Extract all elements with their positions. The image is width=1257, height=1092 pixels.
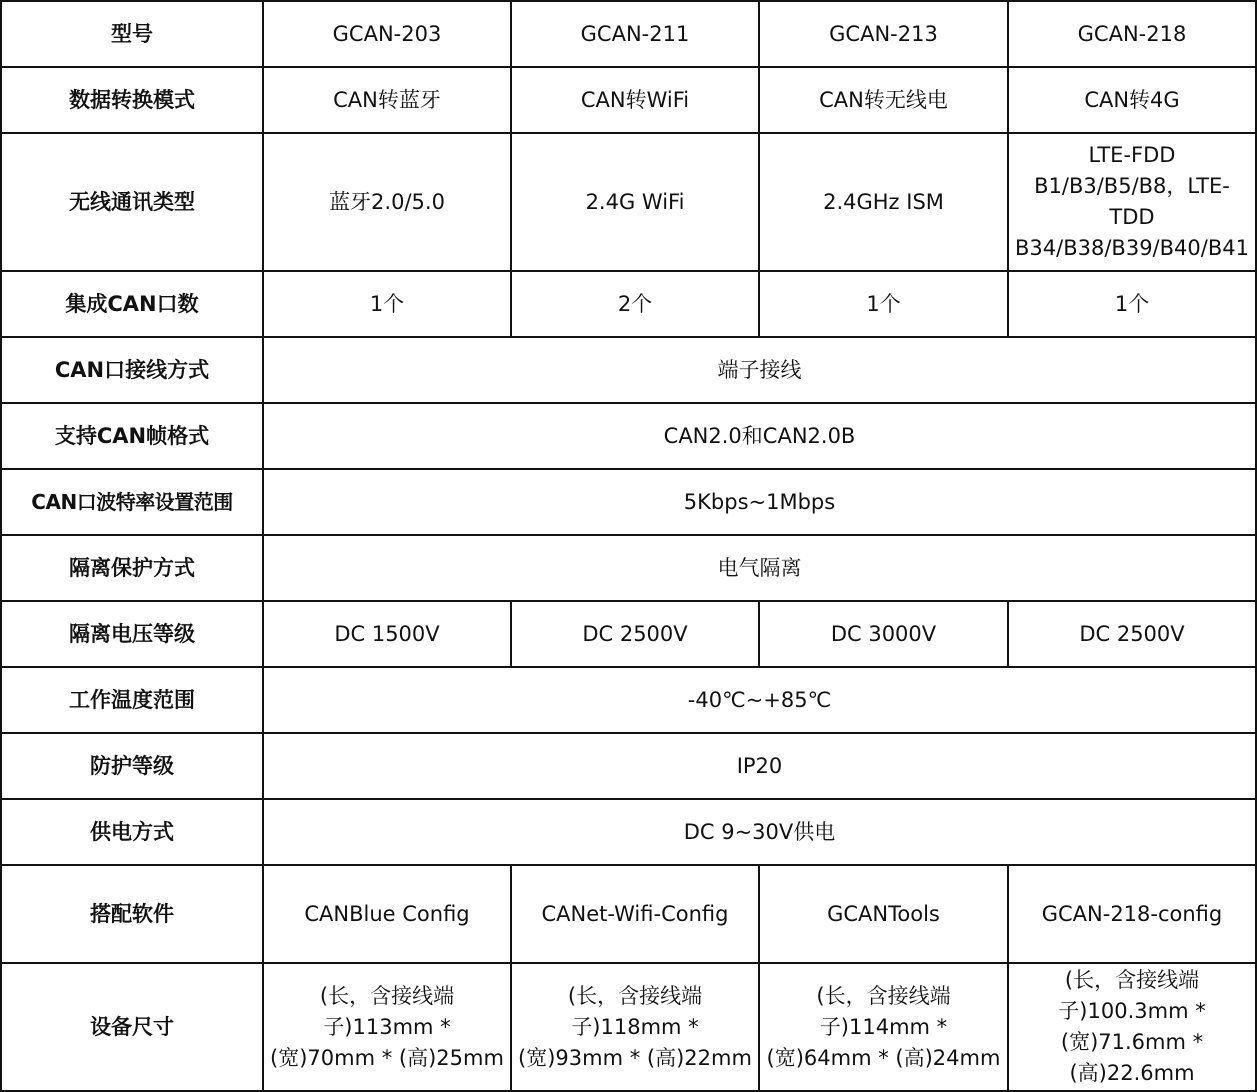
table-row-dimensions bbox=[1, 963, 1256, 1091]
table-cell: 2.4G WiFi bbox=[511, 133, 759, 271]
table-cell-merged: DC 9~30V供电 bbox=[263, 799, 1256, 865]
row-label-isolation-voltage: 隔离电压等级 bbox=[1, 601, 263, 667]
table-cell-merged: 电气隔离 bbox=[263, 535, 1256, 601]
row-label-temperature: 工作温度范围 bbox=[1, 667, 263, 733]
table-cell: CAN转无线电 bbox=[759, 67, 1008, 133]
table-cell: 1个 bbox=[263, 271, 511, 337]
table-row-conversion-mode bbox=[1, 67, 1256, 133]
table-cell: CANBlue Config bbox=[263, 865, 511, 963]
model-cell-gcan-211: GCAN-211 bbox=[511, 1, 759, 67]
table-cell: (长，含接线端子)114mm * (宽)64mm * (高)24mm bbox=[759, 963, 1008, 1091]
row-label-power-supply: 供电方式 bbox=[1, 799, 263, 865]
table-row-wireless-type bbox=[1, 133, 1256, 271]
table-row-baud-rate bbox=[1, 469, 1256, 535]
table-cell-merged: CAN2.0和CAN2.0B bbox=[263, 403, 1256, 469]
table-cell-merged: IP20 bbox=[263, 733, 1256, 799]
table-cell: DC 2500V bbox=[511, 601, 759, 667]
table-row-protection-rating bbox=[1, 733, 1256, 799]
table-cell: (长，含接线端子)113mm * (宽)70mm * (高)25mm bbox=[263, 963, 511, 1091]
row-label-baud-rate: CAN口波特率设置范围 bbox=[1, 469, 263, 535]
row-label-can-port-count: 集成CAN口数 bbox=[1, 271, 263, 337]
table-cell: GCAN-218-config bbox=[1008, 865, 1256, 963]
table-row-wiring bbox=[1, 337, 1256, 403]
table-cell: LTE-FDD B1/B3/B5/B8，LTE-TDD B34/B38/B39/B40/B41 bbox=[1008, 133, 1256, 271]
table-cell-merged: 端子接线 bbox=[263, 337, 1256, 403]
row-label-dimensions: 设备尺寸 bbox=[1, 963, 263, 1091]
table-cell: CAN转4G bbox=[1008, 67, 1256, 133]
table-cell: CAN转蓝牙 bbox=[263, 67, 511, 133]
table-cell: DC 2500V bbox=[1008, 601, 1256, 667]
table-cell: DC 3000V bbox=[759, 601, 1008, 667]
model-cell-gcan-218: GCAN-218 bbox=[1008, 1, 1256, 67]
table-cell: (长，含接线端子)100.3mm * (宽)71.6mm * (高)22.6mm bbox=[1008, 963, 1256, 1091]
table-cell: 1个 bbox=[759, 271, 1008, 337]
table-cell: 2.4GHz ISM bbox=[759, 133, 1008, 271]
table-cell: DC 1500V bbox=[263, 601, 511, 667]
table-row-isolation-voltage bbox=[1, 601, 1256, 667]
table-row-software bbox=[1, 865, 1256, 963]
model-cell-gcan-213: GCAN-213 bbox=[759, 1, 1008, 67]
row-label-model: 型号 bbox=[1, 1, 263, 67]
row-label-wireless-type: 无线通讯类型 bbox=[1, 133, 263, 271]
table-row-isolation-method bbox=[1, 535, 1256, 601]
row-label-conversion-mode: 数据转换模式 bbox=[1, 67, 263, 133]
row-label-software: 搭配软件 bbox=[1, 865, 263, 963]
table-row-frame-format bbox=[1, 403, 1256, 469]
table-cell: (长，含接线端子)118mm * (宽)93mm * (高)22mm bbox=[511, 963, 759, 1091]
table-cell: CAN转WiFi bbox=[511, 67, 759, 133]
table-row-temperature bbox=[1, 667, 1256, 733]
table-cell: GCANTools bbox=[759, 865, 1008, 963]
table-row-model bbox=[1, 1, 1256, 67]
table-cell: 1个 bbox=[1008, 271, 1256, 337]
table-cell: CANet-Wifi-Config bbox=[511, 865, 759, 963]
row-label-wiring: CAN口接线方式 bbox=[1, 337, 263, 403]
row-label-protection-rating: 防护等级 bbox=[1, 733, 263, 799]
model-cell-gcan-203: GCAN-203 bbox=[263, 1, 511, 67]
table-cell-merged: -40℃~+85℃ bbox=[263, 667, 1256, 733]
table-cell-merged: 5Kbps~1Mbps bbox=[263, 469, 1256, 535]
table-row-power-supply bbox=[1, 799, 1256, 865]
table-cell: 2个 bbox=[511, 271, 759, 337]
row-label-frame-format: 支持CAN帧格式 bbox=[1, 403, 263, 469]
row-label-isolation-method: 隔离保护方式 bbox=[1, 535, 263, 601]
table-cell: 蓝牙2.0/5.0 bbox=[263, 133, 511, 271]
table-row-can-port-count bbox=[1, 271, 1256, 337]
